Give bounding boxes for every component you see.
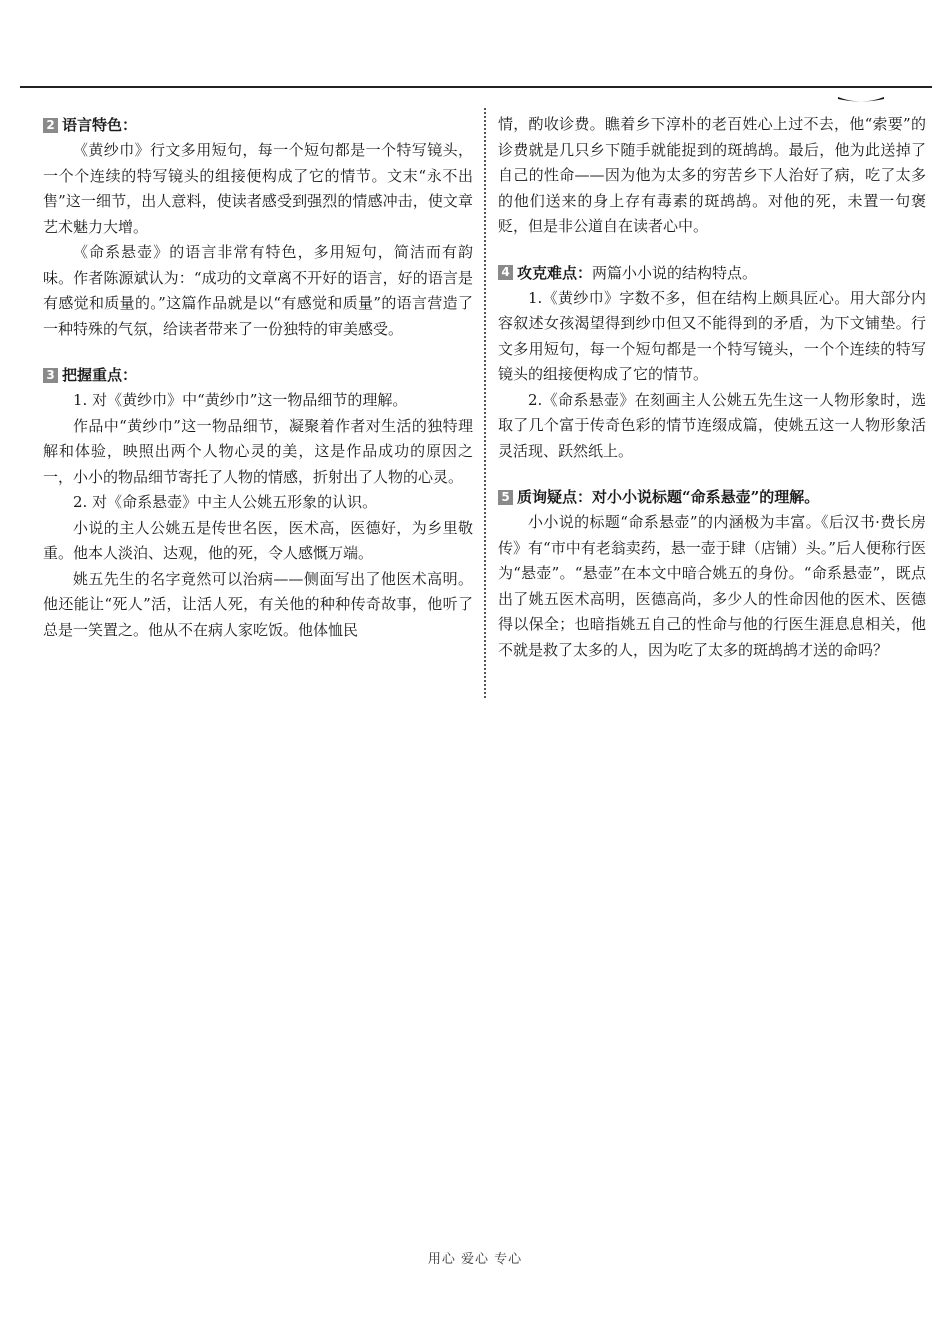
section-number-badge: 2: [43, 118, 58, 133]
section-key-points: [43, 362, 473, 643]
section-heading: [43, 112, 473, 138]
paragraph: 情，酌收诊费。瞧着乡下淳朴的老百姓心上过不去，他“索要”的诊费就是几只乡下随手就能捉到的斑鸪鸪。最后，他为此送掉了自己的性命——因为他为太多的穷苦乡下人治好了病，吃了太多的他们送来的身上存有毒素的斑鸪鸪。对他的死，未置一句褒贬，但是非公道自在读者心中。: [498, 115, 926, 235]
section-title: 语言特色：: [62, 116, 138, 134]
section-heading: [43, 362, 473, 388]
section-number-badge: 3: [43, 368, 58, 383]
section-heading: [498, 484, 926, 510]
section-continuation: [498, 112, 926, 240]
list-item-heading: 2. 对《命系悬壶》中主人公姚五形象的认识。: [73, 493, 378, 511]
section-language-features: [43, 112, 473, 342]
section-number-badge: 5: [498, 490, 513, 505]
section-title: 质询疑点：对小小说标题“命系悬壶”的理解。: [517, 488, 820, 506]
section-subtitle: 两篇小小说的结构特点。: [592, 263, 758, 282]
paragraph: 《黄纱巾》行文多用短句，每一个短句都是一个特写镜头，一个个连续的特写镜头的组接便构成了它的情节。文末“永不出售”这一细节，出人意料，使读者感受到强烈的情感冲击，使文章艺术魅力大增。: [43, 141, 473, 236]
section-heading: [498, 260, 926, 286]
section-difficulties: [498, 260, 926, 465]
column-divider: [484, 108, 486, 698]
paragraph: 2.《命系悬壶》在刻画主人公姚五先生这一人物形象时，选取了几个富于传奇色彩的情节连缀成篇，使姚五这一人物形象活灵活现、跃然纸上。: [498, 390, 926, 460]
paragraph: 小说的主人公姚五是传世名医，医术高，医德好，为乡里敬重。他本人淡泊、达观，他的死，令人感慨万端。: [43, 518, 473, 562]
section-title: 把握重点：: [62, 366, 138, 384]
left-column: [43, 112, 473, 663]
section-questions: [498, 484, 926, 663]
list-item-heading: 1. 对《黄纱巾》中“黄纱巾”这一物品细节的理解。: [73, 391, 408, 409]
paragraph: 小小说的标题“命系悬壶”的内涵极为丰富。《后汉书·费长房传》有“市中有老翁卖药，悬一壶于肆（店铺）头。”后人便称行医为“悬壶”。“悬壶”在本文中暗合姚五的身份。“命系悬壶”，既点出了姚五医术高明，医德高尚，多少人的性命因他的医术、医德得以保全；也暗指姚五自己的性命与他的行医生涯息息相关，他不就是救了太多的人，因为吃了太多的斑鸪鸪才送的命吗？: [498, 513, 926, 659]
section-number-badge: 4: [498, 265, 513, 280]
paragraph: 1.《黄纱巾》字数不多，但在结构上颇具匠心。用大部分内容叙述女孩渴望得到纱巾但又不能得到的矛盾，为下文铺垫。行文多用短句，每一个短句都是一个特写镜头，一个个连续的特写镜头的组接便构成了它的情节。: [498, 288, 926, 383]
paragraph: 《命系悬壶》的语言非常有特色，多用短句，简洁而有韵味。作者陈源斌认为：“成功的文章离不开好的语言，好的语言是有感觉和质量的。”这篇作品就是以“有感觉和质量”的语言营造了一种特殊的气氛，给读者带来了一份独特的审美感受。: [43, 243, 473, 338]
top-rule: [20, 86, 932, 88]
section-title: 攻克难点：: [517, 263, 593, 282]
corner-ornament-icon: [838, 94, 884, 104]
right-column: [498, 112, 926, 683]
paragraph: 姚五先生的名字竟然可以治病——侧面写出了他医术高明。他还能让“死人”活，让活人死，有关他的种种传奇故事，他听了总是一笑置之。他从不在病人家吃饭。他体恤民: [43, 569, 473, 639]
paragraph: 作品中“黄纱巾”这一物品细节，凝聚着作者对生活的独特理解和体验，映照出两个人物心灵的美，这是作品成功的原因之一，小小的物品细节寄托了人物的情感，折射出了人物的心灵。: [43, 416, 473, 486]
page-footer: 用心 爱心 专心: [427, 1252, 523, 1267]
